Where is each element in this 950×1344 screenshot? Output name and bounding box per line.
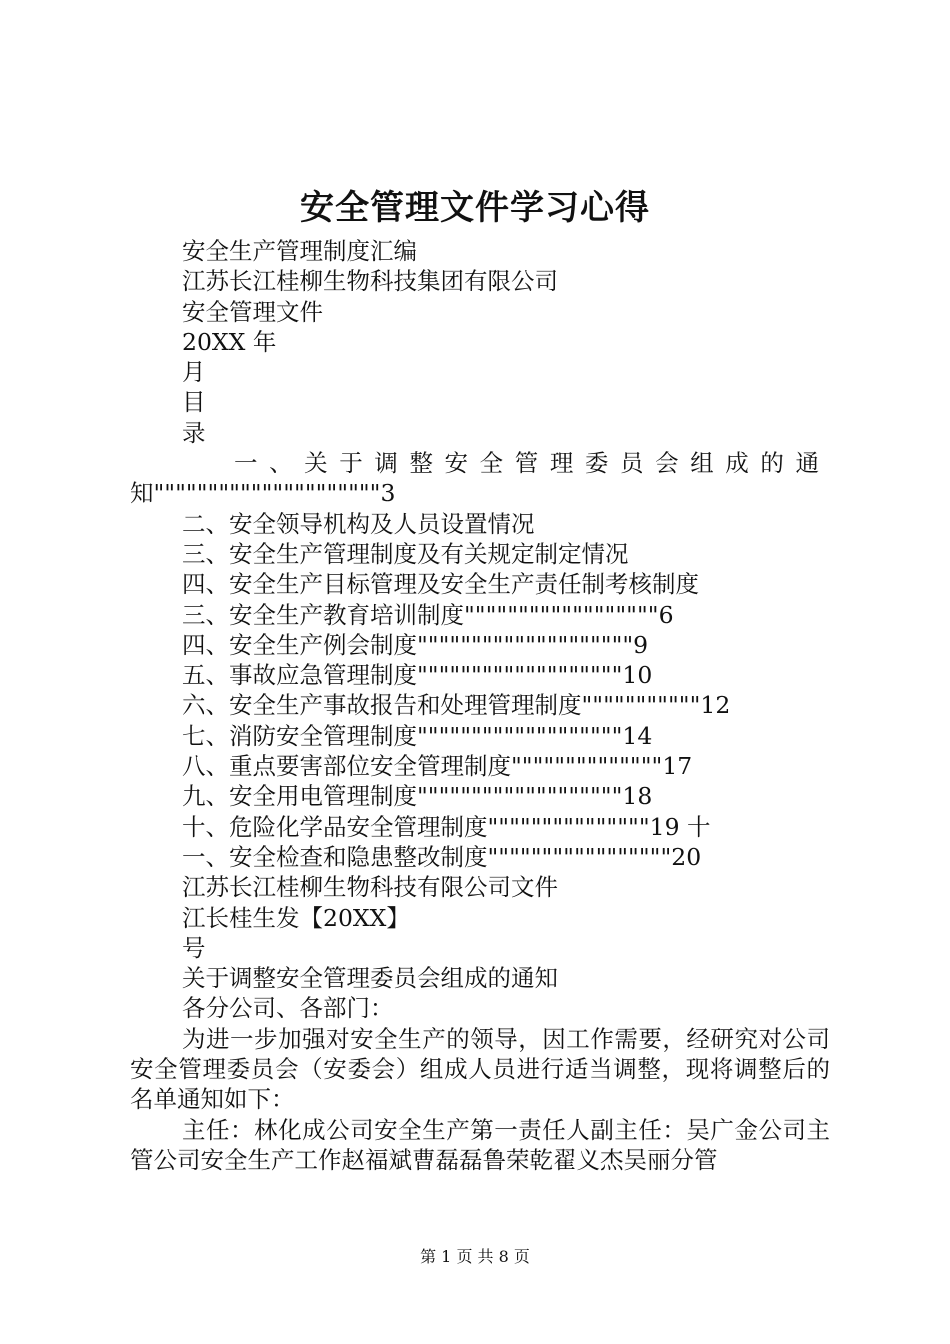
toc-entry: 九、安全用电管理制度"""""""""""""""""""18 — [182, 782, 653, 811]
text-line: 江苏长江桂柳生物科技有限公司文件 — [182, 873, 558, 902]
text-line: 录 — [182, 418, 206, 447]
text-line: 安全管理文件 — [182, 297, 323, 326]
toc-entry: 十、危险化学品安全管理制度"""""""""""""""19 十 — [182, 812, 711, 841]
text-line: 月 — [182, 358, 206, 387]
text-line: 号 — [182, 933, 206, 962]
text-line: 目 — [182, 388, 206, 417]
text-line: 江长桂生发【20XX】 — [182, 903, 410, 932]
toc-entry: 一、安全检查和隐患整改制度"""""""""""""""""20 — [182, 842, 702, 871]
text-line: 江苏长江桂柳生物科技集团有限公司 — [182, 267, 558, 296]
toc-entry: 二、安全领导机构及人员设置情况 — [182, 509, 535, 538]
toc-entry: 四、安全生产例会制度""""""""""""""""""""9 — [182, 630, 649, 659]
text-line: 各分公司、各部门： — [182, 994, 394, 1023]
toc-entry: 五、事故应急管理制度"""""""""""""""""""10 — [182, 661, 653, 690]
toc-entry: 六、安全生产事故报告和处理管理制度"""""""""""12 — [182, 691, 731, 720]
text-line: 安全生产管理制度汇编 — [182, 237, 417, 265]
document-title: 安全管理文件学习心得 — [300, 188, 650, 228]
body-paragraph: 为进一步加强对安全生产的领导，因工作需要，经研究对公司安全管理委员会（安委会）组成人员进行适当调整，现将调整后的名单通知如下： — [130, 1024, 830, 1114]
toc-entry: 知"""""""""""""""""""""3 — [130, 479, 396, 508]
toc-entry: 四、安全生产目标管理及安全生产责任制考核制度 — [182, 570, 699, 599]
document-body — [130, 236, 830, 1175]
text-line: 关于调整安全管理委员会组成的通知 — [182, 964, 558, 993]
body-paragraph: 主任：林化成公司安全生产第一责任人副主任：吴广金公司主管公司安全生产工作赵福斌曹磊磊鲁荣乾翟义杰吴丽分管 — [130, 1115, 830, 1174]
text-line: 20XX 年 — [182, 327, 277, 356]
toc-entry: 一、关于调整安全管理委员会组成的通 — [234, 449, 830, 478]
toc-entry: 三、安全生产教育培训制度""""""""""""""""""6 — [182, 600, 674, 629]
page-footer: 第 1 页 共 8 页 — [420, 1247, 530, 1266]
toc-entry: 七、消防安全管理制度"""""""""""""""""""14 — [182, 721, 653, 750]
toc-entry: 三、安全生产管理制度及有关规定制定情况 — [182, 539, 629, 568]
toc-entry: 八、重点要害部位安全管理制度""""""""""""""17 — [182, 752, 693, 781]
